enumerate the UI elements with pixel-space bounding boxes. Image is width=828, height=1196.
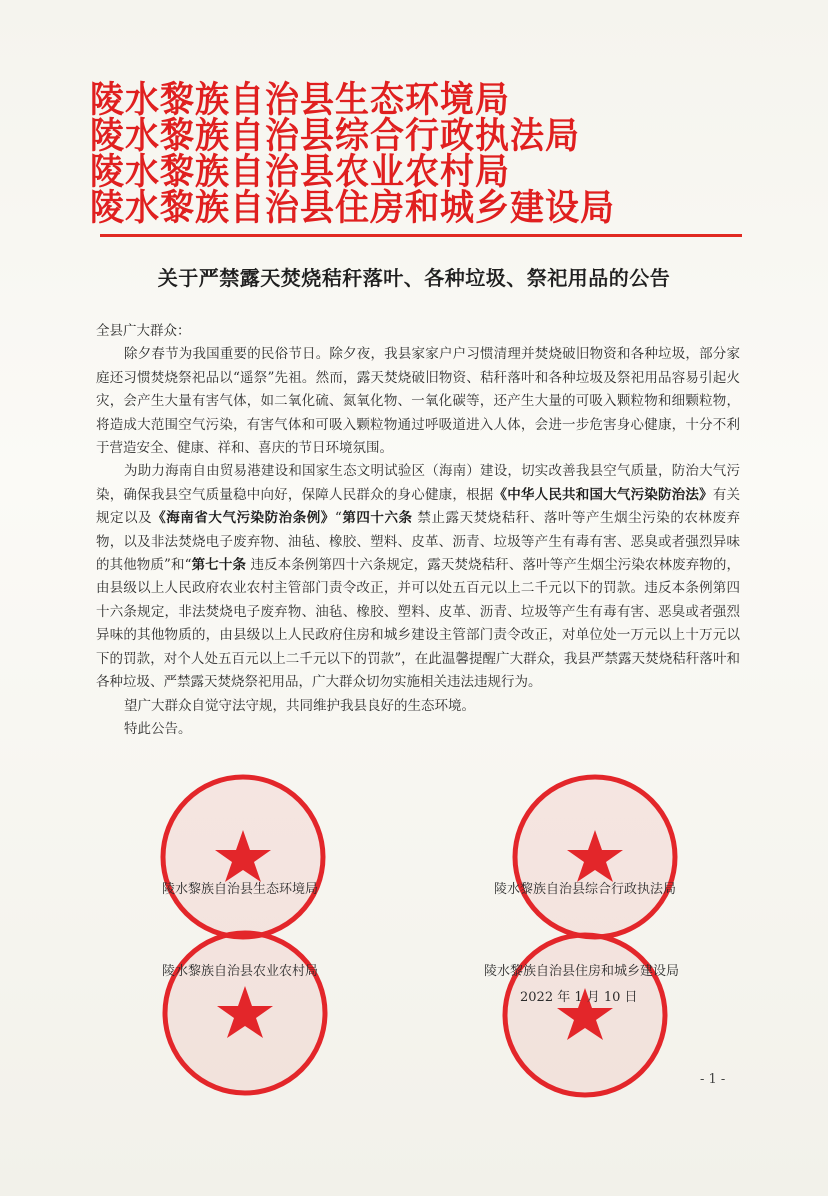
seal-enforcement-bureau — [510, 772, 680, 942]
paragraph-3: 望广大群众自觉守法守规，共同维护我县良好的生态环境。 — [124, 697, 475, 714]
closing-line: 特此公告。 — [124, 720, 192, 737]
signature-housing-bureau: 陵水黎族自治县住房和城乡建设局 — [484, 964, 680, 979]
notice-title: 关于严禁露天焚烧秸秆落叶、各种垃圾、祭祀用品的公告 — [157, 266, 671, 290]
paragraph-2-text-b: 有关规定以及 — [96, 486, 741, 527]
seal-housing-bureau — [500, 930, 670, 1100]
paragraph-2-text-c: “ — [334, 510, 342, 527]
salutation: 全县广大群众： — [96, 323, 191, 339]
header-line-1: 陵水黎族自治县生态环境局 — [90, 78, 510, 122]
paragraph-2-text-a: 为助力海南自由贸易港建设和国家生态文明试验区（海南）建设，切实改善我县空气质量，防治大气污染，确保我县空气质量稳中向好，保障人民群众的身心健康，根据 — [96, 463, 740, 503]
header-line-4: 陵水黎族自治县住房和城乡建设局 — [90, 186, 615, 230]
signature-enforcement-bureau: 陵水黎族自治县综合行政执法局 — [494, 882, 677, 897]
signature-agriculture-bureau: 陵水黎族自治县农业农村局 — [162, 964, 319, 979]
signature-ecology-bureau: 陵水黎族自治县生态环境局 — [162, 882, 319, 897]
paragraph-2-text-d: 禁止露天焚烧秸秆、落叶等产生烟尘污染的农林废弃物，以及非法焚烧电子废弃物、油毡、橡胶、塑料、皮革、沥青、垃圾等产生有毒有害、恶臭或者强烈异味的其他物质”和“ — [96, 510, 741, 574]
seal-ecology-bureau — [158, 772, 328, 942]
article-70: 第七十条 — [191, 557, 247, 574]
issue-date: 2022 年 1 月 10 日 — [520, 990, 638, 1005]
header-line-3: 陵水黎族自治县农业农村局 — [90, 150, 510, 194]
agency-header — [90, 78, 750, 230]
notice-body — [96, 320, 740, 741]
red-divider — [100, 234, 742, 237]
law-reference-2: 《海南省大气污染防治条例》 — [152, 510, 335, 527]
paragraph-2 — [96, 460, 740, 694]
seal-agriculture-bureau — [160, 928, 330, 1098]
paragraph-2-text-e: 违反本条例第四十六条规定，露天焚烧秸秆、落叶等产生烟尘污染农林废弃物的，由县级以上人民政府农业农村主管部门责令改正，并可以处五百元以上二千元以下的罚款。违反本条例第四十六条规定，非法焚烧电子废弃物、油毡、橡胶、塑料、皮革、沥青、垃圾等产生有毒有害、恶臭或者强烈异味的其他物质的，由县级以上人民政府住房和城乡建设主管部门责令改正，对单位处一万元以上十万元以下的罚款，对个人处五百元以上二千元以下的罚款”，在此温馨提醒广大群众，我县严禁露天焚烧秸秆落叶和各种垃圾、严禁露天焚烧祭祀用品，广大群众切勿实施相关违法违规行为。 — [96, 557, 741, 691]
law-reference-1: 《中华人民共和国大气污染防治法》 — [493, 486, 713, 503]
page-number: - 1 - — [700, 1072, 726, 1087]
header-line-2: 陵水黎族自治县综合行政执法局 — [90, 114, 580, 158]
article-46: 第四十六条 — [341, 510, 413, 527]
paragraph-1: 除夕春节为我国重要的民俗节日。除夕夜，我县家家户户习惯清理并焚烧破旧物资和各种垃圾，部分家庭还习惯焚烧祭祀品以“遥祭”先祖。然而，露天焚烧破旧物资、秸秆落叶和各种垃圾及祭祀用品容易引起火灾，会产生大量有害气体，如二氧化硫、氮氧化物、一氧化碳等，还产生大量的可吸入颗粒物和细颗粒物，将造成大范围空气污染，有害气体和可吸入颗粒物通过呼吸道进入人体，会进一步危害身心健康，十分不利于营造安全、健康、祥和、喜庆的节日环境氛围。 — [96, 346, 740, 457]
